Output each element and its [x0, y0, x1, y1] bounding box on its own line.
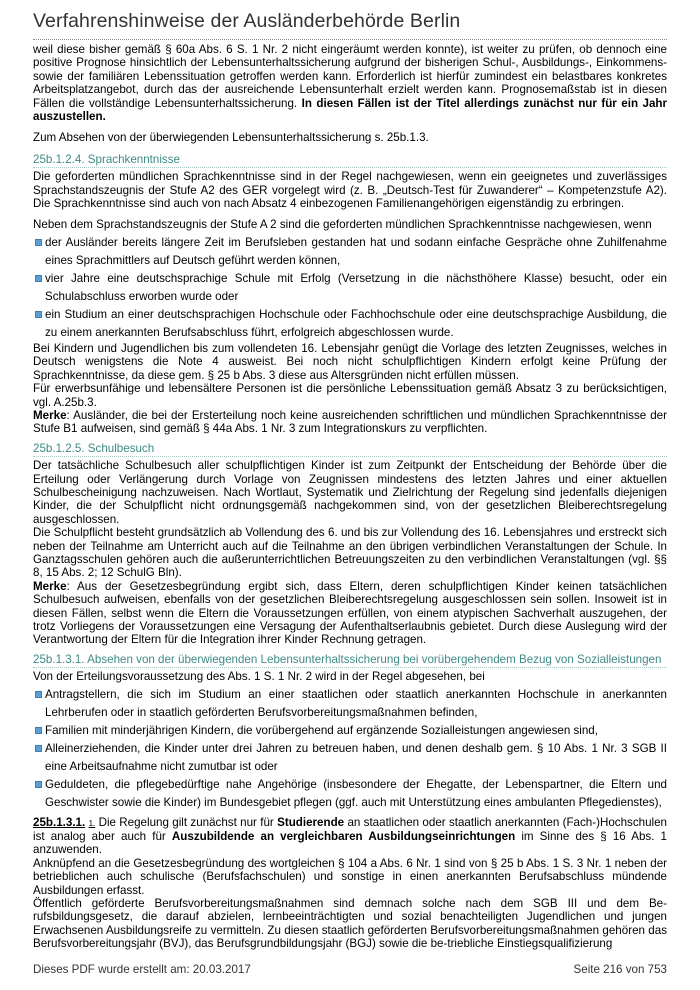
paragraph: 25b.1.3.1. 1. Die Regelung gilt zunächst nur für Studierende an staatlichen oder staatlich anerkannten (Fach-)Hochschulen ist analog aber auch für Auszubildende an vergleichbaren Ausbildungseinrichtungen im Sinne des § 16 Abs. 1 anzuwenden. [33, 815, 668, 857]
creation-date: Dieses PDF wurde erstellt am: 20.03.2017 [33, 963, 251, 976]
list-item: Alleinerziehenden, die Kinder unter drei Jahren zu betreuen haben, und denen deshalb gem. § 10 Abs. 1 Nr. 3 SGB II eine Arbeitsaufnahme nicht zumutbar ist oder [33, 740, 667, 776]
paragraph: Von der Erteilungsvoraussetzung des Abs. 1 S. 1 Nr. 2 wird in der Regel abgesehen, bei [33, 670, 485, 684]
bullet-icon [35, 745, 42, 752]
page-content [33, 43, 667, 951]
section-heading: 25b.1.3.1. Absehen von der überwiegenden Lebensunterhaltssicherung bei vorübergehendem Bezug von Sozialleistungen [33, 653, 667, 668]
paragraph: Zum Absehen von der überwiegenden Lebensunterhaltssicherung s. 25b.1.3. [33, 131, 429, 145]
page-header [33, 10, 667, 40]
paragraph: Für erwerbsunfähige und lebensältere Personen ist die persönliche Lebenssituation gemäß Absatz 3 zu berücksichtigen, vgl. A.25b.3. [33, 382, 667, 409]
list-item: der Ausländer bereits längere Zeit im Berufsleben gestanden hat und sodann einfache Gespräche ohne Zuhilfenahme eines Sprachmittlers auf Deutsch geführt werden können, [33, 234, 667, 270]
paragraph: Bei Kindern und Jugendlichen bis zum vollendeten 16. Lebensjahr genügt die Vorlage des letzten Zeugnisses, welches in Deutsch wenigstens die Note 4 ausweist. Bei noch nicht schulpflichtigen Kindern erfolgt keine Prüfung der Sprachkenntnisse, da diese gem. § 25 b Abs. 3 diese aus Altersgründen nicht erfüllen müssen. [33, 341, 667, 382]
bullet-icon [35, 727, 42, 734]
paragraph: Der tatsächliche Schulbesuch aller schulpflichtigen Kinder ist zum Zeitpunkt der Entscheidung der Behörde über die Erteilung oder Verlängerung durch Vorlage von Zeugnissen mindestens des letzten Jahres und einer aktuellen Schulbescheinigung nachzuweisen. Nach Wortlaut, Systematik und Zielrichtung der Regelung sind jedenfalls diejenigen Kinder, die der Schulpflicht nicht ordnungsgemäß nachgekommen sind, von der gesetzlichen Bleiberechtsregelung ausgeschlossen. [33, 459, 667, 526]
page-number: Seite 216 von 753 [573, 963, 667, 976]
bullet-list [33, 686, 667, 812]
bullet-icon [35, 691, 42, 698]
bullet-icon [35, 781, 42, 788]
page-title: Verfahrenshinweise der Ausländerbehörde Berlin [33, 10, 461, 32]
list-item: Geduldeten, die pflegebedürftige nahe Angehörige (insbesondere der Ehegatte, der Lebenspartner, die Eltern und Geschwister sowie die Kinder) im Bundesgebiet pflegen (ggf. auch mit Unterstützung eines ambulanten Pflegedienstes), [33, 776, 667, 812]
footnote-marker: 1. [88, 818, 96, 828]
paragraph: Anknüpfend an die Gesetzesbegründung des wortgleichen § 104 a Abs. 6 Nr. 1 sind von § 25 b Abs. 1 S. 3 Nr. 1 neben der betrieblichen auch schulische (Berufsfachschulen) und sonstige in einen anerkannten Berufsabschluss mündende Ausbildungen erfasst. [33, 856, 667, 897]
bullet-list [33, 234, 667, 342]
paragraph: Die Schulpflicht besteht grundsätzlich ab Vollendung des 6. und bis zur Vollendung des 16. Lebensjahres und erstreckt sich neben der Teilnahme am Unterricht auch auf die Teilnahme an den übrigen verbindlichen Veranstaltungen der Schule. In Ganztagsschulen gehören auch die außerunterrichtlichen Betreuungszeiten zu den verbindlichen Veranstaltungen (vgl. §§ 8, 15 Abs. 2; 12 SchulG Bln). [33, 526, 667, 580]
paragraph: Merke: Aus der Gesetzesbegründung ergibt sich, dass Eltern, deren schulpflichtigen Kinder keinen tatsächlichen Schulbesuch aufweisen, ebenfalls von der gesetzlichen Bleiberechtsregelung ausgeschlossen sein sollen. Insoweit ist in diesen Fällen, selbst wenn die Eltern die Voraussetzungen erfüllen, von einem atypischen Sachverhalt auszugehen, der trotz Vorliegens der Voraussetzungen eine Versagung der Aufenthaltserlaubnis gebietet. Durch diese Auslegung wird der Verantwortung der Eltern für die Integration ihrer Kinder Rechnung getragen. [33, 579, 667, 647]
list-item: Antragstellern, die sich im Studium an einer staatlichen oder staatlich anerkannten Hochschule in anerkannten Lehrberufen oder in staatlich geförderten Berufsvorbereitungsmaßnahmen befinden, [33, 686, 667, 722]
bullet-icon [35, 239, 42, 246]
bullet-icon [35, 311, 42, 318]
paragraph-bold: In diesen Fällen ist der Titel allerdings zunächst nur für ein Jahr auszustellen. [33, 96, 668, 124]
paragraph-text: weil diese bisher gemäß § 60a Abs. 6 S. 1 Nr. 2 nicht eingeräumt werden konnte), ist weiter zu prüfen, ob dennoch eine positive Prognose hinsichtlich der Lebensunterhaltssicherung aufgrund der bisherigen Schul-, Ausbildungs-, Einkommens-sowie der familiären Lebenssituation getroffen werden kann. Erforderlich ist hierfür zumindest ein belastbares konkretes Arbeitsplatzangebot, durch das der ausreichende Lebensunterhalt erzielt werden kann. Prognosemaßstab ist in diesen Fällen die vollständige Lebensunterhaltssicherung. [33, 43, 667, 110]
paragraph [33, 43, 667, 123]
list-item: ein Studium an einer deutschsprachigen Hochschule oder Fachhochschule oder eine deutschsprachige Ausbildung, die zu einem anerkannten Berufsabschluss führt, erfolgreich abgeschlossen wurde. [33, 306, 667, 342]
section-number: 25b.1.3.1. [33, 815, 86, 829]
paragraph: Öffentlich geförderte Berufsvorbereitungsmaßnahmen sind demnach solche nach dem SGB III und dem Be-rufsbildungsgesetz, die darauf abzielen, lernbeeinträchtigten und sozial benachteiligten Jugendlichen und jungen Erwachsenen Ausbildungsreife zu vermitteln. Zu diesen staatlich geförderten Berufsvorbereitungsmaßnahmen gehören das Berufsvorbereitungsjahr (BVJ), das Berufsgrundbildungsjahr (BGJ) sowie die be-triebliche Einstiegsqualifizierung [33, 897, 667, 951]
paragraph: Merke: Ausländer, die bei der Ersterteilung noch keine ausreichenden schriftlichen und mündlichen Sprachkenntnisse der Stufe B1 aufweisen, sind gemäß § 44a Abs. 1 Nr. 3 zum Integrationskurs zu verpflichten. [33, 408, 667, 436]
section-heading: 25b.1.2.4. Sprachkenntnisse [33, 153, 667, 168]
paragraph: Neben dem Sprachstandszeugnis der Stufe A 2 sind die geforderten mündlichen Sprachkenntnisse nachgewiesen, wenn [33, 218, 652, 232]
list-item: vier Jahre eine deutschsprachige Schule mit Erfolg (Versetzung in die nächsthöhere Klasse) besucht, oder ein Schulabschluss erworben wurde oder [33, 270, 667, 306]
section-heading: 25b.1.2.5. Schulbesuch [33, 442, 667, 457]
header-rule [33, 39, 667, 40]
paragraph: Die geforderten mündlichen Sprachkenntnisse sind in der Regel nachgewiesen, wenn ein geeignetes und zuverlässiges Sprachstandszeugnis der Stufe A2 des GER vorgelegt wird (z. B. „Deutsch-Test für Zuwanderer“ – Kompetenzstufe A2). Die Sprachkenntnisse sind auch von nach Absatz 4 einbezogenen Familienangehörigen eigenständig zu erbringen. [33, 170, 667, 211]
list-item: Familien mit minderjährigen Kindern, die vorübergehend auf ergänzende Sozialleistungen angewiesen sind, [33, 722, 667, 740]
bullet-icon [35, 275, 42, 282]
